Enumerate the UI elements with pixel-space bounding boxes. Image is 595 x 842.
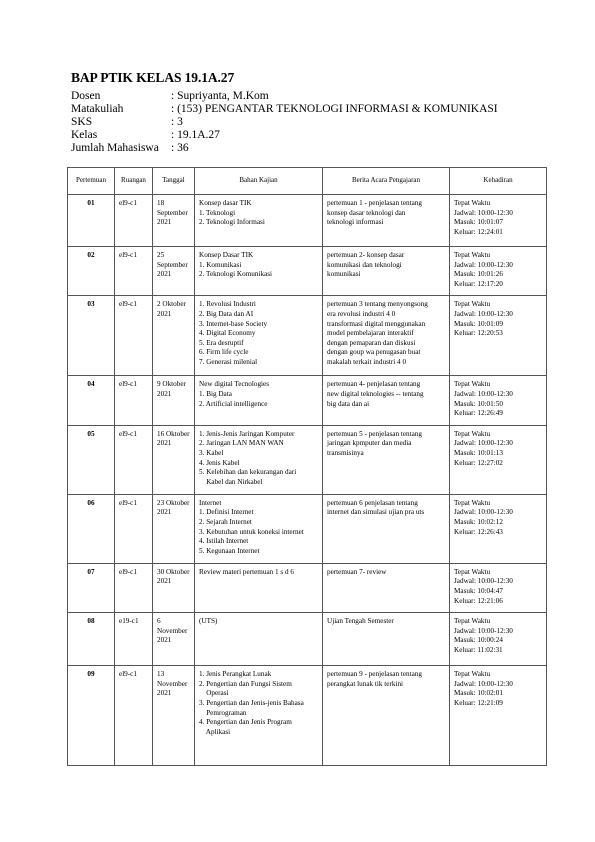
cell-tanggal-line: November	[157, 679, 188, 688]
cell-kehadiran-line: Tepat Waktu	[454, 251, 491, 259]
cell-bahan-kajian	[195, 666, 323, 766]
cell-tanggal-line: September	[157, 208, 188, 217]
cell-bahan-kajian	[195, 613, 323, 666]
cell-bahan-kajian-line: Internet	[199, 498, 222, 507]
cell-bahan-kajian-line: 4. Istilah Internet	[199, 537, 249, 546]
meta-row	[71, 116, 498, 129]
meta-value: : 36	[171, 142, 189, 154]
cell-kehadiran	[450, 563, 547, 612]
cell-tanggal	[153, 195, 195, 247]
cell-kehadiran-line: Masuk: 10:00:24	[454, 636, 503, 645]
cell-tanggal-line: 6	[157, 617, 161, 626]
cell-pertemuan	[68, 195, 115, 247]
cell-berita-acara-line: big data dan ai	[327, 399, 370, 408]
cell-berita-acara	[323, 195, 450, 247]
cell-kehadiran-line: Tepat Waktu	[454, 670, 491, 679]
cell-tanggal	[153, 247, 195, 296]
cell-bahan-kajian-line: 2. Teknologi Komunikasi	[199, 270, 273, 279]
cell-tanggal-line: 2021	[157, 270, 172, 279]
cell-kehadiran	[450, 296, 547, 376]
cell-bahan-kajian	[195, 296, 323, 376]
cell-tanggal-line: 16 Oktober	[157, 429, 190, 438]
cell-pertemuan	[68, 494, 115, 563]
cell-berita-acara-line: pertemuan 1 - penjelasan tentang	[327, 199, 422, 207]
cell-bahan-kajian-line: 1. Definisi Internet	[199, 508, 254, 517]
cell-kehadiran-line: Jadwal: 10:00-12:30	[454, 577, 513, 586]
cell-bahan-kajian-line: 1. Jenis-Jenis Jaringan Komputer	[199, 429, 295, 438]
table-row	[68, 613, 547, 666]
meta-value: : 19.1A.27	[171, 129, 220, 141]
meta-row	[71, 142, 498, 155]
cell-berita-acara	[323, 494, 450, 563]
cell-berita-acara-line: pertemuan 4- penjelasan tentang	[327, 380, 421, 389]
cell-bahan-kajian-line: Pemrograman	[199, 708, 247, 717]
cell-berita-acara	[323, 247, 450, 296]
room-code: el9-c1	[119, 498, 137, 507]
cell-tanggal-line: 2021	[157, 218, 172, 227]
cell-tanggal-line: 2021	[157, 689, 172, 698]
cell-berita-acara-line: model pembelajaran interaktif	[327, 329, 414, 338]
cell-bahan-kajian	[195, 563, 323, 612]
cell-tanggal-line: September	[157, 260, 188, 269]
cell-berita-acara-line: perangkat lunak tik terkini	[327, 679, 404, 688]
cell-kehadiran-line: Tepat Waktu	[454, 498, 491, 507]
cell-kehadiran-line: Keluar: 12:17:20	[454, 279, 503, 288]
meeting-number: 02	[87, 251, 95, 259]
cell-bahan-kajian-line: Konsep Dasar TIK	[199, 251, 254, 259]
cell-kehadiran-line: Jadwal: 10:00-12:30	[454, 309, 513, 318]
cell-berita-acara-line: new digital teknologies -- tentang	[327, 389, 424, 398]
cell-kehadiran-line: Tepat Waktu	[454, 429, 491, 438]
cell-berita-acara-line: pertemuan 6 penjelasan tentang	[327, 498, 418, 507]
cell-kehadiran-line: Masuk: 10:02:12	[454, 517, 503, 526]
cell-tanggal-line: 2021	[157, 508, 172, 517]
cell-tanggal-line: 2021	[157, 636, 172, 645]
cell-bahan-kajian-line: 1. Revolusi Industri	[199, 300, 256, 309]
cell-berita-acara	[323, 425, 450, 494]
cell-pertemuan	[68, 376, 115, 425]
meeting-number: 01	[87, 199, 95, 207]
course-meta	[71, 90, 498, 155]
header-tanggal: Tanggal	[153, 168, 195, 195]
cell-kehadiran-line: Masuk: 10:04:47	[454, 586, 503, 595]
meta-row	[71, 129, 498, 142]
cell-kehadiran	[450, 425, 547, 494]
table-row	[68, 376, 547, 425]
cell-bahan-kajian-line: 7. Generasi milenial	[199, 357, 258, 366]
cell-bahan-kajian-line: 2. Big Data dan AI	[199, 309, 254, 318]
cell-tanggal-line: November	[157, 626, 188, 635]
cell-bahan-kajian-line: 1. Komunikasi	[199, 260, 242, 269]
cell-pertemuan	[68, 296, 115, 376]
cell-bahan-kajian-line: 3. Pengertian dan Jenis-jenis Bahasa	[199, 698, 304, 707]
cell-bahan-kajian-line: 6. Firm life cycle	[199, 348, 249, 357]
cell-kehadiran	[450, 666, 547, 766]
meeting-number: 06	[87, 498, 95, 507]
meta-row	[71, 103, 498, 116]
cell-tanggal-line: 2 Oktober	[157, 300, 186, 309]
meta-label: Matakuliah	[71, 103, 124, 115]
cell-kehadiran-line: Keluar: 11:02:31	[454, 645, 503, 654]
cell-kehadiran-line: Keluar: 12:21:09	[454, 698, 503, 707]
cell-ruangan	[115, 666, 153, 766]
cell-kehadiran	[450, 613, 547, 666]
cell-tanggal-line: 23 Oktober	[157, 498, 190, 507]
cell-kehadiran-line: Tepat Waktu	[454, 199, 491, 207]
cell-kehadiran-line: Jadwal: 10:00-12:30	[454, 260, 513, 269]
cell-kehadiran-line: Jadwal: 10:00-12:30	[454, 626, 513, 635]
cell-berita-acara-line: makalah terkait industri 4 0	[327, 357, 407, 366]
cell-bahan-kajian-line: (UTS)	[199, 617, 218, 626]
cell-bahan-kajian-line: Kabel dan Nirkabel	[199, 477, 263, 486]
cell-tanggal	[153, 376, 195, 425]
cell-tanggal	[153, 563, 195, 612]
cell-ruangan	[115, 296, 153, 376]
cell-pertemuan	[68, 563, 115, 612]
header-kehadiran: Kehadiran	[450, 168, 547, 195]
cell-bahan-kajian	[195, 247, 323, 296]
cell-berita-acara-line: pertemuan 3 tentang menyongsong	[327, 300, 428, 309]
cell-kehadiran-line: Tepat Waktu	[454, 380, 491, 389]
cell-bahan-kajian-line: 2. Artificial intelligence	[199, 399, 268, 408]
cell-tanggal	[153, 494, 195, 563]
cell-kehadiran-line: Jadwal: 10:00-12:30	[454, 208, 513, 217]
cell-berita-acara-line: transformasi digital menggunakan	[327, 319, 426, 328]
cell-kehadiran-line: Tepat Waktu	[454, 300, 491, 309]
meta-value: : Supriyanta, M.Kom	[171, 90, 269, 102]
cell-bahan-kajian-line: 4. Pengertian dan Jenis Program	[199, 718, 292, 727]
cell-berita-acara-line: pertemuan 5 - penjelasan tentang	[327, 429, 422, 438]
cell-berita-acara-line: Ujian Tengah Semester	[327, 617, 394, 626]
table-row	[68, 195, 547, 247]
cell-berita-acara-line: pertemuan 7- review	[327, 567, 387, 576]
cell-bahan-kajian-line: 3. Kabel	[199, 448, 224, 457]
cell-ruangan	[115, 563, 153, 612]
cell-kehadiran-line: Masuk: 10:01:26	[454, 270, 503, 279]
cell-bahan-kajian-line: New digital Tecnologies	[199, 380, 270, 389]
cell-bahan-kajian-line: Konsep dasar TIK	[199, 199, 252, 207]
meeting-number: 07	[87, 567, 95, 576]
cell-tanggal-line: 9 Oktober	[157, 380, 186, 389]
cell-berita-acara	[323, 563, 450, 612]
cell-bahan-kajian	[195, 195, 323, 247]
attendance-table	[67, 167, 547, 766]
cell-ruangan	[115, 247, 153, 296]
room-code: el9-c1	[119, 380, 137, 389]
cell-kehadiran-line: Masuk: 10:02:01	[454, 689, 503, 698]
cell-kehadiran-line: Keluar: 12:21:06	[454, 596, 503, 605]
meeting-number: 03	[87, 300, 95, 309]
cell-kehadiran-line: Masuk: 10:01:13	[454, 448, 503, 457]
cell-tanggal-line: 25	[157, 251, 165, 259]
cell-tanggal-line: 2021	[157, 577, 172, 586]
cell-kehadiran-line: Tepat Waktu	[454, 567, 491, 576]
cell-tanggal-line: 2021	[157, 439, 172, 448]
meta-label: Dosen	[71, 90, 101, 102]
cell-berita-acara	[323, 376, 450, 425]
cell-bahan-kajian-line: 5. Era desruptif	[199, 338, 244, 347]
cell-ruangan	[115, 376, 153, 425]
cell-berita-acara-line: dengan goup wa penugasan buat	[327, 348, 421, 357]
cell-ruangan	[115, 195, 153, 247]
meeting-number: 09	[87, 670, 95, 679]
cell-kehadiran-line: Tepat Waktu	[454, 617, 491, 626]
room-code: e19-c1	[119, 617, 139, 626]
cell-bahan-kajian	[195, 425, 323, 494]
cell-bahan-kajian-line: 2. Jaringan LAN MAN WAN	[199, 439, 284, 448]
cell-tanggal	[153, 666, 195, 766]
cell-berita-acara-line: era revolusi industri 4 0	[327, 309, 396, 318]
cell-tanggal-line: 13	[157, 670, 165, 679]
cell-pertemuan	[68, 425, 115, 494]
cell-bahan-kajian-line: 1. Teknologi	[199, 208, 236, 217]
meta-value: : (153) PENGANTAR TEKNOLOGI INFORMASI & KOMUNIKASI	[171, 103, 498, 115]
header-bahan-kajian: Bahan Kajian	[195, 168, 323, 195]
table-row	[68, 425, 547, 494]
meta-label: SKS	[71, 116, 93, 128]
cell-kehadiran-line: Keluar: 12:26:49	[454, 409, 503, 418]
cell-berita-acara	[323, 296, 450, 376]
cell-kehadiran-line: Jadwal: 10:00-12:30	[454, 439, 513, 448]
meta-label: Jumlah Mahasiswa	[71, 142, 159, 154]
table-header-row	[68, 168, 547, 195]
cell-bahan-kajian	[195, 494, 323, 563]
cell-bahan-kajian-line: 2. Sejarah Internet	[199, 517, 252, 526]
cell-berita-acara	[323, 666, 450, 766]
cell-bahan-kajian-line: 2. Pengertian dan Fungsi Sistem	[199, 679, 292, 688]
cell-kehadiran-line: Masuk: 10:01:09	[454, 319, 503, 328]
cell-berita-acara-line: internet dan simulasi ujian pra uts	[327, 508, 425, 517]
cell-bahan-kajian-line: 2. Teknologi Informasi	[199, 218, 265, 227]
meeting-number: 08	[87, 617, 95, 626]
cell-kehadiran-line: Keluar: 12:26:43	[454, 527, 503, 536]
cell-berita-acara-line: dengan pemaparan dan diskusi	[327, 338, 416, 347]
cell-berita-acara-line: komunikasi dan teknologi	[327, 260, 402, 269]
cell-berita-acara-line: transmisinya	[327, 448, 364, 457]
cell-bahan-kajian-line: Review materi pertemuan 1 s d 6	[199, 567, 295, 576]
cell-kehadiran	[450, 195, 547, 247]
cell-berita-acara-line: pertemuan 2- konsep dasar	[327, 251, 405, 259]
cell-kehadiran	[450, 376, 547, 425]
cell-bahan-kajian-line: Operasi	[199, 689, 229, 698]
cell-pertemuan	[68, 666, 115, 766]
cell-kehadiran-line: Masuk: 10:01:07	[454, 218, 503, 227]
meeting-number: 04	[87, 380, 95, 389]
cell-bahan-kajian	[195, 376, 323, 425]
cell-bahan-kajian-line: 5. Kelebihan dan kekurangan dari	[199, 468, 297, 477]
cell-kehadiran-line: Masuk: 10:01:50	[454, 399, 503, 408]
header-ruangan: Ruangan	[115, 168, 153, 195]
cell-kehadiran-line: Keluar: 12:24:01	[454, 227, 503, 236]
cell-kehadiran	[450, 247, 547, 296]
cell-kehadiran-line: Keluar: 12:20:53	[454, 329, 503, 338]
cell-pertemuan	[68, 247, 115, 296]
cell-kehadiran-line: Keluar: 12:27:02	[454, 458, 503, 467]
cell-ruangan	[115, 425, 153, 494]
document-title: BAP PTIK KELAS 19.1A.27	[71, 70, 235, 85]
room-code: el9-c1	[119, 429, 137, 438]
table-row	[68, 666, 547, 766]
cell-berita-acara-line: pertemuan 9 - penjelasan tentang	[327, 670, 422, 679]
cell-kehadiran-line: Jadwal: 10:00-12:30	[454, 389, 513, 398]
cell-tanggal	[153, 296, 195, 376]
table-row	[68, 247, 547, 296]
cell-tanggal	[153, 613, 195, 666]
cell-berita-acara-line: teknologi informasi	[327, 218, 384, 227]
cell-berita-acara-line: jaringan kpmputer dan media	[327, 439, 412, 448]
meta-row	[71, 90, 498, 103]
cell-berita-acara-line: konsep dasar teknologi dan	[327, 208, 406, 217]
table-row	[68, 296, 547, 376]
cell-kehadiran	[450, 494, 547, 563]
cell-kehadiran-line: Jadwal: 10:00-12:30	[454, 679, 513, 688]
cell-bahan-kajian-line: Aplikasi	[199, 727, 231, 736]
room-code: el9-c1	[119, 199, 137, 207]
cell-tanggal-line: 18	[157, 199, 165, 207]
cell-tanggal-line: 30 Oktober	[157, 567, 190, 576]
meeting-number: 05	[87, 429, 95, 438]
cell-tanggal	[153, 425, 195, 494]
cell-berita-acara-line: komunikasi	[327, 270, 361, 279]
cell-bahan-kajian-line: 5. Kegunaan Internet	[199, 546, 260, 555]
cell-berita-acara	[323, 613, 450, 666]
cell-kehadiran-line: Jadwal: 10:00-12:30	[454, 508, 513, 517]
meta-label: Kelas	[71, 129, 98, 141]
cell-bahan-kajian-line: 1. Big Data	[199, 389, 232, 398]
cell-bahan-kajian-line: 4. Jenis Kabel	[199, 458, 240, 467]
cell-tanggal-line: 2021	[157, 389, 172, 398]
room-code: el9-c1	[119, 670, 137, 679]
room-code: el9-c1	[119, 300, 137, 309]
room-code: el9-c1	[119, 251, 137, 259]
header-berita-acara: Berita Acara Pengajaran	[323, 168, 450, 195]
table-row	[68, 563, 547, 612]
cell-bahan-kajian-line: 4. Digital Economy	[199, 329, 256, 338]
cell-pertemuan	[68, 613, 115, 666]
room-code: el9-c1	[119, 567, 137, 576]
cell-bahan-kajian-line: 3. Internet-base Society	[199, 319, 268, 328]
header-pertemuan: Pertemuan	[68, 168, 115, 195]
meta-value: : 3	[171, 116, 183, 128]
cell-ruangan	[115, 613, 153, 666]
cell-bahan-kajian-line: 3. Kebutuhan untuk koneksi internet	[199, 527, 304, 536]
cell-bahan-kajian-line: 1. Jenis Perangkat Lunak	[199, 670, 272, 679]
table-row	[68, 494, 547, 563]
cell-tanggal-line: 2021	[157, 309, 172, 318]
cell-ruangan	[115, 494, 153, 563]
